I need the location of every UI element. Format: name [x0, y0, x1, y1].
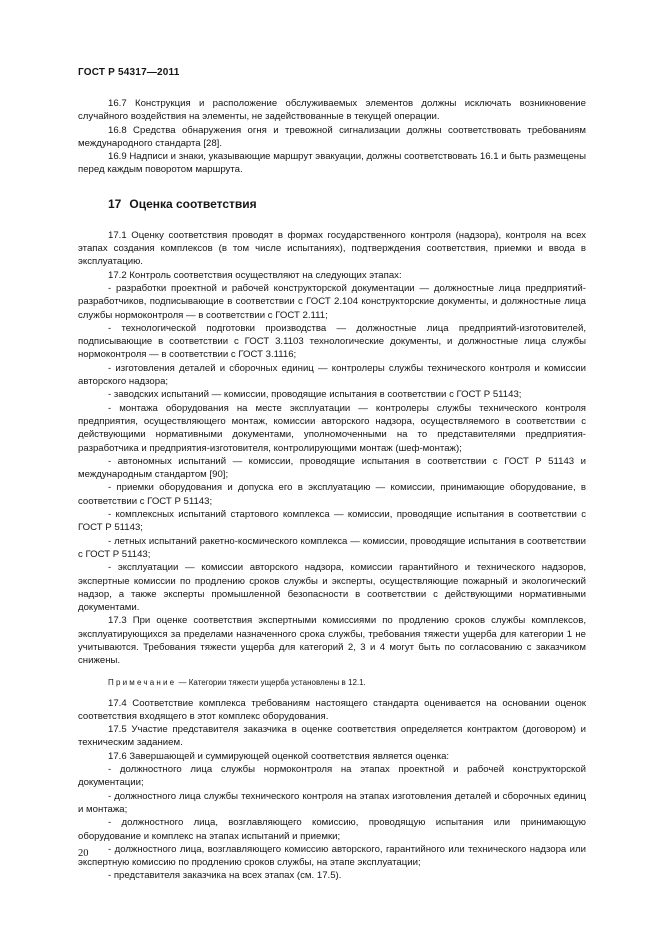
- list-item: - разработки проектной и рабочей конструкторской документации — должностные лица предприятий-разработчиков, подписывающие в соответствии с ГОСТ 2.104 конструкторские документы, и должностные лица службы нормоконтроля — в соответствии с ГОСТ 2.111;: [78, 282, 586, 321]
- list-item: - должностного лица, возглавляющего комиссию, проводящую испытания или принимающую оборудование и комплекс на этапах испытаний и приемки;: [78, 817, 586, 842]
- list-item: - технологической подготовки производства — должностные лица предприятий-изготовителей, подписывающие в соответствии с ГОСТ 3.1103 технологические документы, и должностные лица службы нормоконтроля — в соответствии с ГОСТ 3.1116;: [78, 322, 586, 361]
- standard-header: ГОСТ Р 54317—2011: [78, 67, 180, 78]
- paragraph-16-9: 16.9 Надписи и знаки, указывающие маршрут эвакуации, должны соответствовать 16.1 и быть размещены перед каждым поворотом маршрута.: [78, 151, 586, 176]
- intro-section: [78, 97, 586, 177]
- section-title: Оценка соответствия: [129, 196, 257, 211]
- paragraph-16-8: 16.8 Средства обнаружения огня и тревожной сигнализации должны соответствовать требованиям международного стандарта [28].: [78, 124, 586, 149]
- section-heading: [78, 196, 586, 212]
- page-number: 20: [78, 848, 89, 859]
- paragraph-17-4: 17.4 Соответствие комплекса требованиям настоящего стандарта оценивается на основании оценок соответствия входящего в этот комплекс оборудования.: [78, 697, 586, 722]
- list-item: - приемки оборудования и допуска его в эксплуатацию — комиссии, принимающие оборудование, в соответствии с ГОСТ Р 51143;: [78, 482, 586, 507]
- note-label: Примечание: [108, 677, 177, 687]
- list-item: - заводских испытаний — комиссии, проводящие испытания в соответствии с ГОСТ Р 51143;: [108, 389, 522, 401]
- note: [78, 677, 586, 688]
- section-content-b: [78, 697, 586, 883]
- list-item: - должностного лица службы технического контроля на этапах изготовления деталей и сборочных единиц и монтажа;: [78, 790, 586, 815]
- section-content-a: [78, 229, 586, 668]
- list-item: - комплексных испытаний стартового комплекса — комиссии, проводящие испытания в соответствии с ГОСТ Р 51143;: [78, 509, 586, 534]
- paragraph-17-2: 17.2 Контроль соответствия осуществляют на следующих этапах:: [108, 269, 402, 281]
- list-item: - автономных испытаний — комиссии, проводящие испытания в соответствии с ГОСТ Р 51143 и международным стандартом [90];: [78, 455, 586, 481]
- paragraph-17-5: 17.5 Участие представителя заказчика в оценке соответствия определяется контрактом (договором) и техническим заданием.: [78, 724, 586, 749]
- list-item: - летных испытаний ракетно-космического комплекса — комиссии, проводящие испытания в соответствии с ГОСТ Р 51143;: [78, 535, 586, 560]
- paragraph-16-7: 16.7 Конструкция и расположение обслуживаемых элементов должны исключать возникновение случайного воздействия на элементы, не задействованные в текущей операции.: [78, 98, 586, 123]
- list-item: - изготовления деталей и сборочных единиц — контролеры службы технического контроля и комиссии авторского надзора;: [78, 362, 586, 388]
- list-item: - должностного лица, возглавляющего комиссию авторского, гарантийного или технического надзора или экспертную комиссию по продлению сроков службы, на этапе эксплуатации;: [78, 843, 586, 869]
- list-item: - эксплуатации — комиссии авторского надзора, комиссии гарантийного и технического надзоров, экспертные комиссии по продлению сроков службы и эксперты, осуществляющие пожарный и экологический надзор, а также эксперты промышленной безопасности в соответствии с действующими нормативными документами.: [78, 562, 586, 614]
- paragraph-17-6: 17.6 Завершающей и суммирующей оценкой соответствия является оценка:: [108, 750, 450, 762]
- list-item: - представителя заказчика на всех этапах (см. 17.5).: [108, 870, 342, 882]
- document-body: [78, 97, 586, 883]
- list-item: - должностного лица службы нормоконтроля на этапах проектной и рабочей конструкторской документации;: [78, 764, 586, 789]
- section-number: 17: [108, 196, 122, 211]
- paragraph-17-3: 17.3 При оценке соответствия экспертными комиссиями по продлению сроков службы комплексов, эксплуатирующихся за пределами назначенного срока службы, требования тяжести ущерба для категории 1 не учитываются. Требования тяжести ущерба для категорий 2, 3 и 4 могут быть по согласованию с заказчиком снижены.: [78, 615, 586, 667]
- list-item: - монтажа оборудования на месте эксплуатации — контролеры службы технического контроля предприятия, осуществляющего монтаж, комиссии авторского надзора, осуществляемого в соответствии с действующими нормативными документами, уполномоченными на то представителями предприятия-разработчика и предприятия-изготовителя, контролирующими монтаж (шеф-монтаж);: [78, 402, 586, 454]
- paragraph-17-1: 17.1 Оценку соответствия проводят в формах государственного контроля (надзора), контроля на всех этапах создания комплексов (в том числе испытаниях), подтверждения соответствия, приемки и ввода в эксплуатацию.: [78, 229, 586, 268]
- note-text: — Категории тяжести ущерба установлены в 12.1.: [178, 677, 366, 687]
